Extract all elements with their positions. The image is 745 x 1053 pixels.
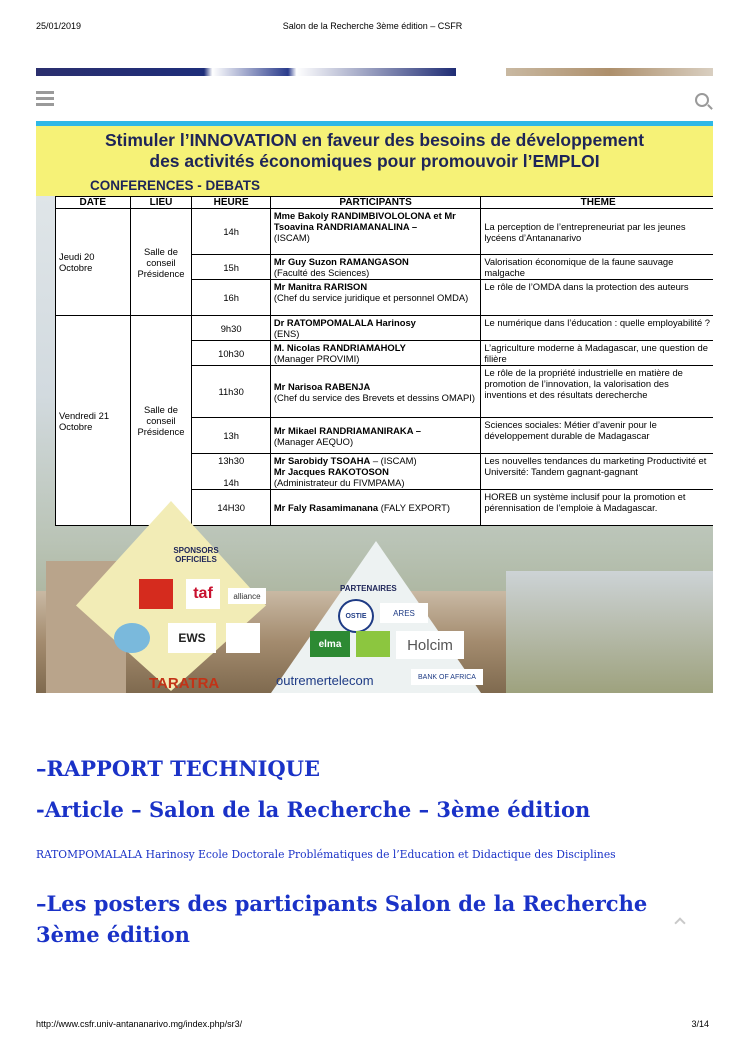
taf-logo: taf (186, 579, 220, 609)
cell-heure: 13h (192, 418, 270, 454)
cell-heure: 14H30 (192, 490, 270, 526)
cell-heure: 9h30 (192, 316, 270, 341)
print-page-number: 3/14 (691, 1019, 709, 1029)
cell-heure: 10h30 (192, 341, 270, 366)
taratra-logo: TARATRA (149, 675, 220, 692)
table-row (56, 316, 714, 341)
ostie-logo: OSTIE (338, 599, 374, 633)
cell-theme: L’agriculture moderne à Madagascar, une question de filière (481, 341, 713, 366)
media-logo (226, 623, 260, 653)
print-title: Salon de la Recherche 3ème édition – CSFR (282, 21, 463, 31)
cell-heure: 11h30 (192, 366, 270, 418)
cell-heure: 16h (192, 280, 270, 316)
cell-participant: Dr RATOMPOMALALA Harinosy (ENS) (270, 316, 480, 341)
search-icon[interactable] (695, 93, 709, 107)
cell-lieu-day2: Salle de conseil Présidence (130, 316, 192, 526)
cell-participant: Mr Faly Rasamimanana (FALY EXPORT) (270, 490, 480, 526)
column-header-theme: THEME (481, 197, 713, 209)
poster-headline-line1: Stimuler l’INNOVATION en faveur des besoins de développement (104, 130, 645, 150)
poster-headline-line2: des activités économiques pour promouvoir l’EMPLOI (149, 151, 600, 171)
partners-title: PARTENAIRES (340, 584, 397, 593)
event-poster-image (36, 121, 713, 693)
cell-theme: Le numérique dans l’éducation : quelle employabilité ? (481, 316, 713, 341)
cell-theme: La perception de l’entrepreneuriat par les jeunes lycéens d’Antananarivo (481, 209, 713, 255)
cell-theme: Le rôle de l’OMDA dans la protection des auteurs (481, 280, 713, 316)
bni-logo (139, 579, 173, 609)
cell-theme: Les nouvelles tendances du marketing Productivité et Université: Tandem gagnant-gagnant (481, 454, 713, 490)
column-header-date: DATE (56, 197, 131, 209)
cell-theme: Sciences sociales: Métier d’avenir pour le développement durable de Madagascar (481, 418, 713, 454)
header-banner-strip (36, 68, 713, 76)
cell-heure: 14h (192, 209, 270, 255)
cell-theme: HOREB un système inclusif pour la promotion et pérennisation de l’emploie à Madagascar. (481, 490, 713, 526)
holcim-logo: Holcim (396, 631, 464, 659)
cell-participant: Mr Guy Suzon RAMANGASON (Faculté des Sciences) (270, 255, 480, 280)
cell-date-day2: Vendredi 21 Octobre (56, 316, 131, 526)
table-header-row (56, 197, 714, 209)
green-logo (356, 631, 390, 657)
rapport-technique-link[interactable]: –RAPPORT TECHNIQUE (36, 756, 320, 781)
news-logo: EWS (168, 623, 216, 653)
globe-logo (114, 623, 150, 653)
hamburger-menu-icon[interactable] (36, 91, 54, 105)
column-header-heure: HEURE (192, 197, 270, 209)
cell-participant: Mr Sarobidy TSOAHA – (ISCAM) Mr Jacques RAKOTOSON (Administrateur du FIVMPAMA) (270, 454, 480, 490)
cell-lieu-day1: Salle de conseil Présidence (130, 209, 192, 316)
article-salon-link[interactable]: -Article – Salon de la Recherche – 3ème édition (36, 797, 591, 822)
cell-theme: Valorisation économique de la faune sauvage malgache (481, 255, 713, 280)
print-date: 25/01/2019 (36, 21, 82, 31)
column-header-lieu: LIEU (130, 197, 192, 209)
cell-theme: Le rôle de la propriété industrielle en matière de promotion de l’innovation, la valorisation des inventions et des résultats derecherche (481, 366, 713, 418)
cell-participant: M. Nicolas RANDRIAMAHOLY (Manager PROVIMI) (270, 341, 480, 366)
bank-of-africa-logo: BANK OF AFRICA (411, 669, 483, 685)
cell-participant: Mme Bakoly RANDIMBIVOLOLONA et Mr Tsoavina RANDRIAMANALINA – (ISCAM) (270, 209, 480, 255)
cell-heure: 13h30 14h (192, 454, 270, 490)
table-row (56, 209, 714, 255)
author-link[interactable]: RATOMPOMALALA Harinosy Ecole Doctorale Problématiques de l’Education et Didactique des Disciplines (36, 848, 616, 861)
elma-logo: elma (310, 631, 350, 657)
poster-section-title: CONFERENCES - DEBATS (90, 178, 261, 193)
column-header-participants: PARTICIPANTS (270, 197, 480, 209)
cell-participant: Mr Mikael RANDRIAMANIRAKA – (Manager AEQUO) (270, 418, 480, 454)
sponsors-title: SPONSORS OFFICIELS (173, 546, 219, 564)
cell-heure: 15h (192, 255, 270, 280)
alliance-logo: alliance (228, 588, 266, 604)
conference-schedule-table (55, 196, 713, 526)
cell-participant: Mr Manitra RARISON (Chef du service juridique et personnel OMDA) (270, 280, 480, 316)
cell-participant: Mr Narisoa RABENJA (Chef du service des Brevets et dessins OMAPI) (270, 366, 480, 418)
chevron-up-icon[interactable] (673, 916, 687, 926)
site-navbar (36, 84, 713, 118)
print-url: http://www.csfr.univ-antananarivo.mg/index.php/sr3/ (36, 1019, 243, 1029)
ares-logo: ARES (380, 603, 428, 623)
outremer-telecom-logo: outremertelecom (276, 673, 374, 688)
cell-date-day1: Jeudi 20 Octobre (56, 209, 131, 316)
posters-participants-link[interactable]: –Les posters des participants Salon de la Recherche 3ème édition (36, 891, 648, 947)
